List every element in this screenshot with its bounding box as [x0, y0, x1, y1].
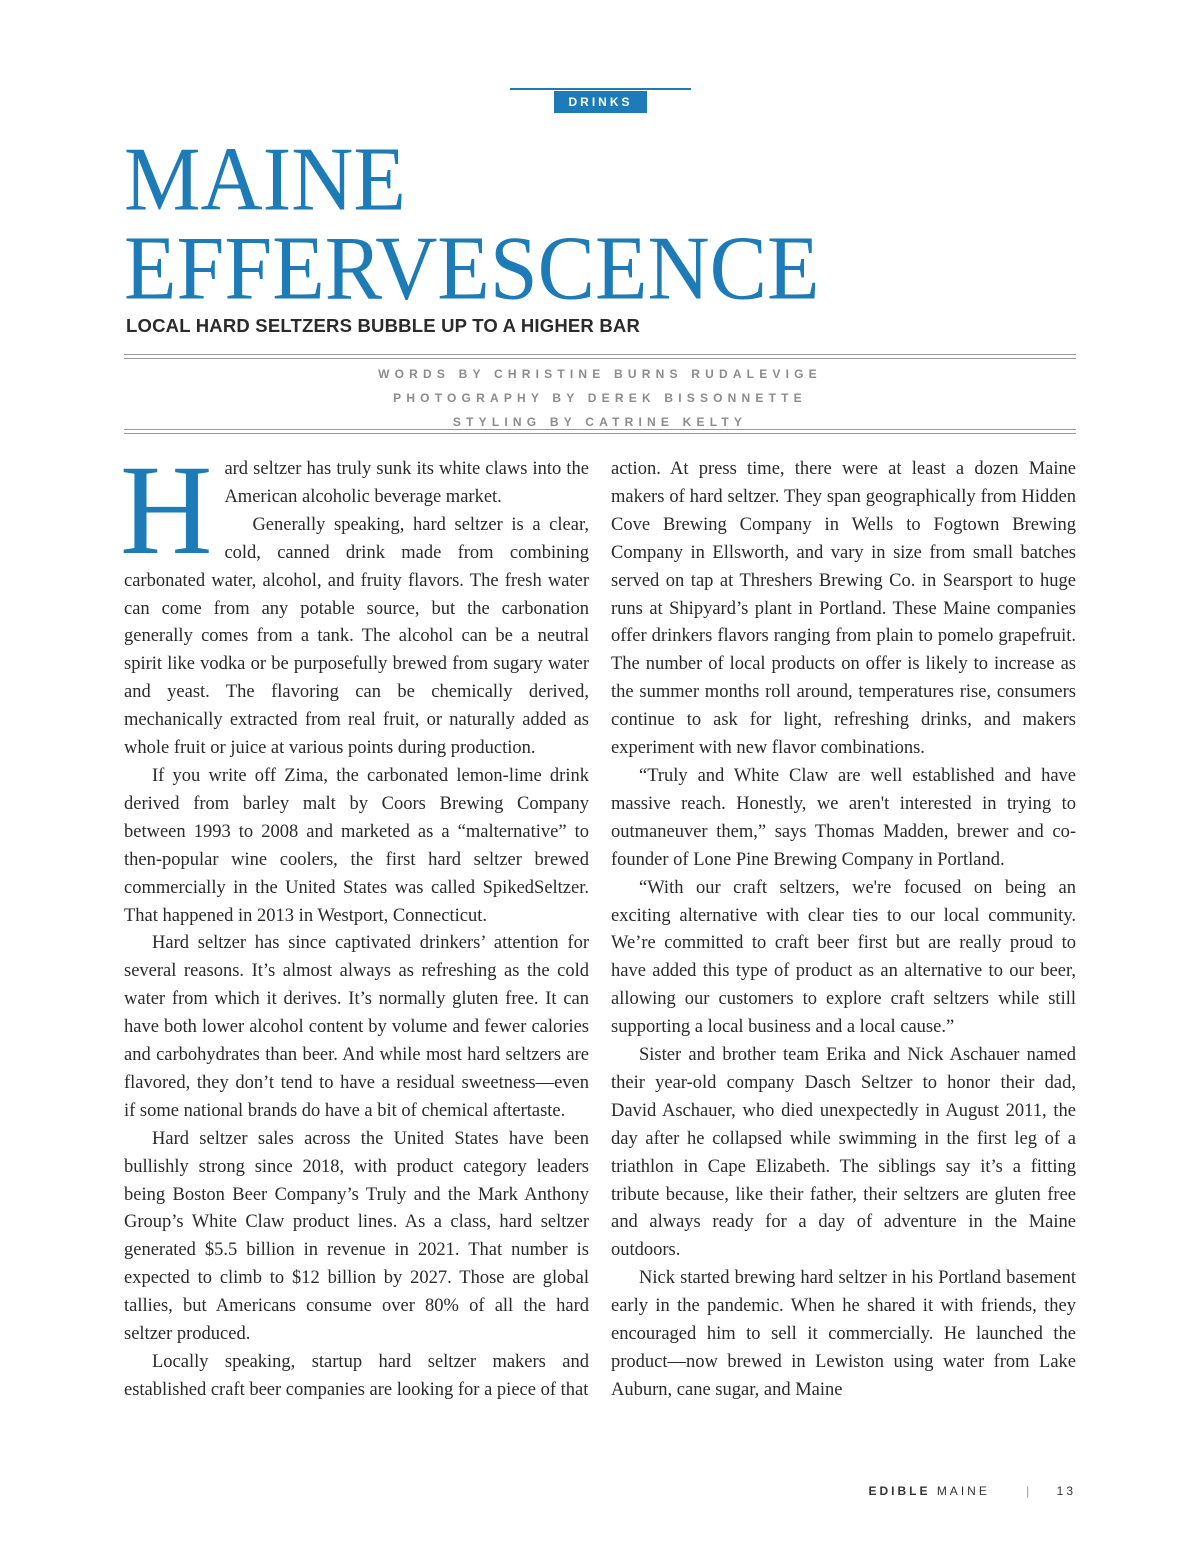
credit-words: WORDS BY CHRISTINE BURNS RUDALEVIGE: [378, 367, 822, 381]
credit-styling: STYLING BY CATRINE KELTY: [452, 415, 748, 429]
title-line-1: MAINE: [124, 127, 406, 230]
title-line-2: EFFERVESCENCE: [124, 216, 820, 319]
drop-cap: H: [120, 439, 213, 581]
paragraph: action. At press time, there were at least a dozen Maine makers of hard seltzer. They span geographically from Hidden Cove Brewing Company in Wells to Fogtown Brewing Company in Ellsworth, and vary in size from small batches served on tap at Threshers Brewing Co. in Searsport to huge runs at Shipyard’s plant in Portland. These Maine companies offer drinkers flavors ranging from plain to pomelo grapefruit. The number of local products on offer is likely to increase as the summer months roll around, temperatures rise, consumers continue to ask for light, refreshing drinks, and makers experiment with new flavor combinations.: [611, 459, 1076, 759]
paragraph: Sister and brother team Erika and Nick Aschauer named their year-old company Dasch Seltzer to honor their dad, David Aschauer, who died unexpectedly in August 2011, the day after he collapsed while swimming in the first leg of a triathlon in Cape Elizabeth. The siblings say it’s a fitting tribute because, like their father, their seltzers are gluten free and always ready for a day of adventure in the Maine outdoors.: [611, 1045, 1076, 1261]
paragraph: ard seltzer has truly sunk its white claws into the American alcoholic beverage market.: [224, 459, 589, 507]
footer-region: MAINE: [936, 1484, 990, 1498]
article-subtitle: LOCAL HARD SELTZERS BUBBLE UP TO A HIGHER BAR: [126, 315, 641, 336]
article-column-right: [611, 456, 1076, 1405]
paragraph: Hard seltzer sales across the United States have been bullishly strong since 2018, with product category leaders being Boston Beer Company’s Truly and the Mark Anthony Group’s White Claw product lines. As a class, hard seltzer generated $5.5 billion in revenue in 2021. That number is expected to climb to $12 billion by 2027. Those are global tallies, but Americans consume over 80% of all the hard seltzer produced.: [124, 1128, 589, 1345]
paragraph: “Truly and White Claw are well established and have massive reach. Honestly, we aren't interested in trying to outmaneuver them,” says Thomas Madden, brewer and co-founder of Lone Pine Brewing Company in Portland.: [611, 765, 1076, 870]
page-footer: [800, 1484, 1076, 1498]
article-title: [124, 127, 1084, 319]
bottom-divider: [124, 429, 1076, 434]
paragraph: “With our craft seltzers, we're focused on being an exciting alternative with clear ties to our local community. We’re committed to craft beer first but are really proud to have added this type of product as an alternative to our beer, allowing our customers to explore craft seltzers while still supporting a local business and a local cause.”: [611, 877, 1076, 1038]
credits-block: [124, 362, 1076, 434]
footer-separator: |: [1026, 1484, 1033, 1498]
section-rule: [510, 88, 691, 90]
top-divider: [124, 354, 1076, 359]
paragraph: Hard seltzer has since captivated drinkers’ attention for several reasons. It’s almost always as refreshing as the cold water from which it derives. It’s normally gluten free. It can have both lower alcohol content by volume and fewer calories and carbohydrates than beer. And while most hard seltzers are flavored, they don’t tend to have a residual sweetness—even if some national brands do have a bit of chemical aftertaste.: [124, 933, 589, 1121]
paragraph: Nick started brewing hard seltzer in his Portland basement early in the pandemic. When he shared it with friends, they encouraged him to sell it commercially. He launched the product—now brewed in Lewiston using water from Lake Auburn, cane sugar, and Maine: [611, 1268, 1076, 1400]
paragraph: Generally speaking, hard seltzer is a clear, cold, canned drink made from combining carbonated water, alcohol, and fruity flavors. The fresh water can come from any potable source, but the carbonation generally comes from a tank. The alcohol can be a neutral spirit like vodka or be purposefully brewed from sugary water and yeast. The flavoring can be chemically derived, mechanically extracted from real fruit, or naturally added as whole fruit or juice at various points during production.: [124, 514, 589, 759]
paragraph: Locally speaking, startup hard seltzer makers and established craft beer companies are looking for a piece of that: [124, 1352, 589, 1400]
page-number: 13: [1056, 1484, 1076, 1498]
paragraph: If you write off Zima, the carbonated lemon-lime drink derived from barley malt by Coors Brewing Company between 1993 to 2008 and marketed as a “malternative” to then-popular wine coolers, the first hard seltzer brewed commercially in the United States was called SpikedSeltzer. That happened in 2013 in Westport, Connecticut.: [124, 765, 589, 926]
article-column-left: [120, 439, 589, 1405]
credit-photography: PHOTOGRAPHY BY DEREK BISSONNETTE: [393, 391, 807, 405]
footer-brand: EDIBLE: [868, 1484, 931, 1498]
section-tag: DRINKS: [554, 91, 647, 113]
